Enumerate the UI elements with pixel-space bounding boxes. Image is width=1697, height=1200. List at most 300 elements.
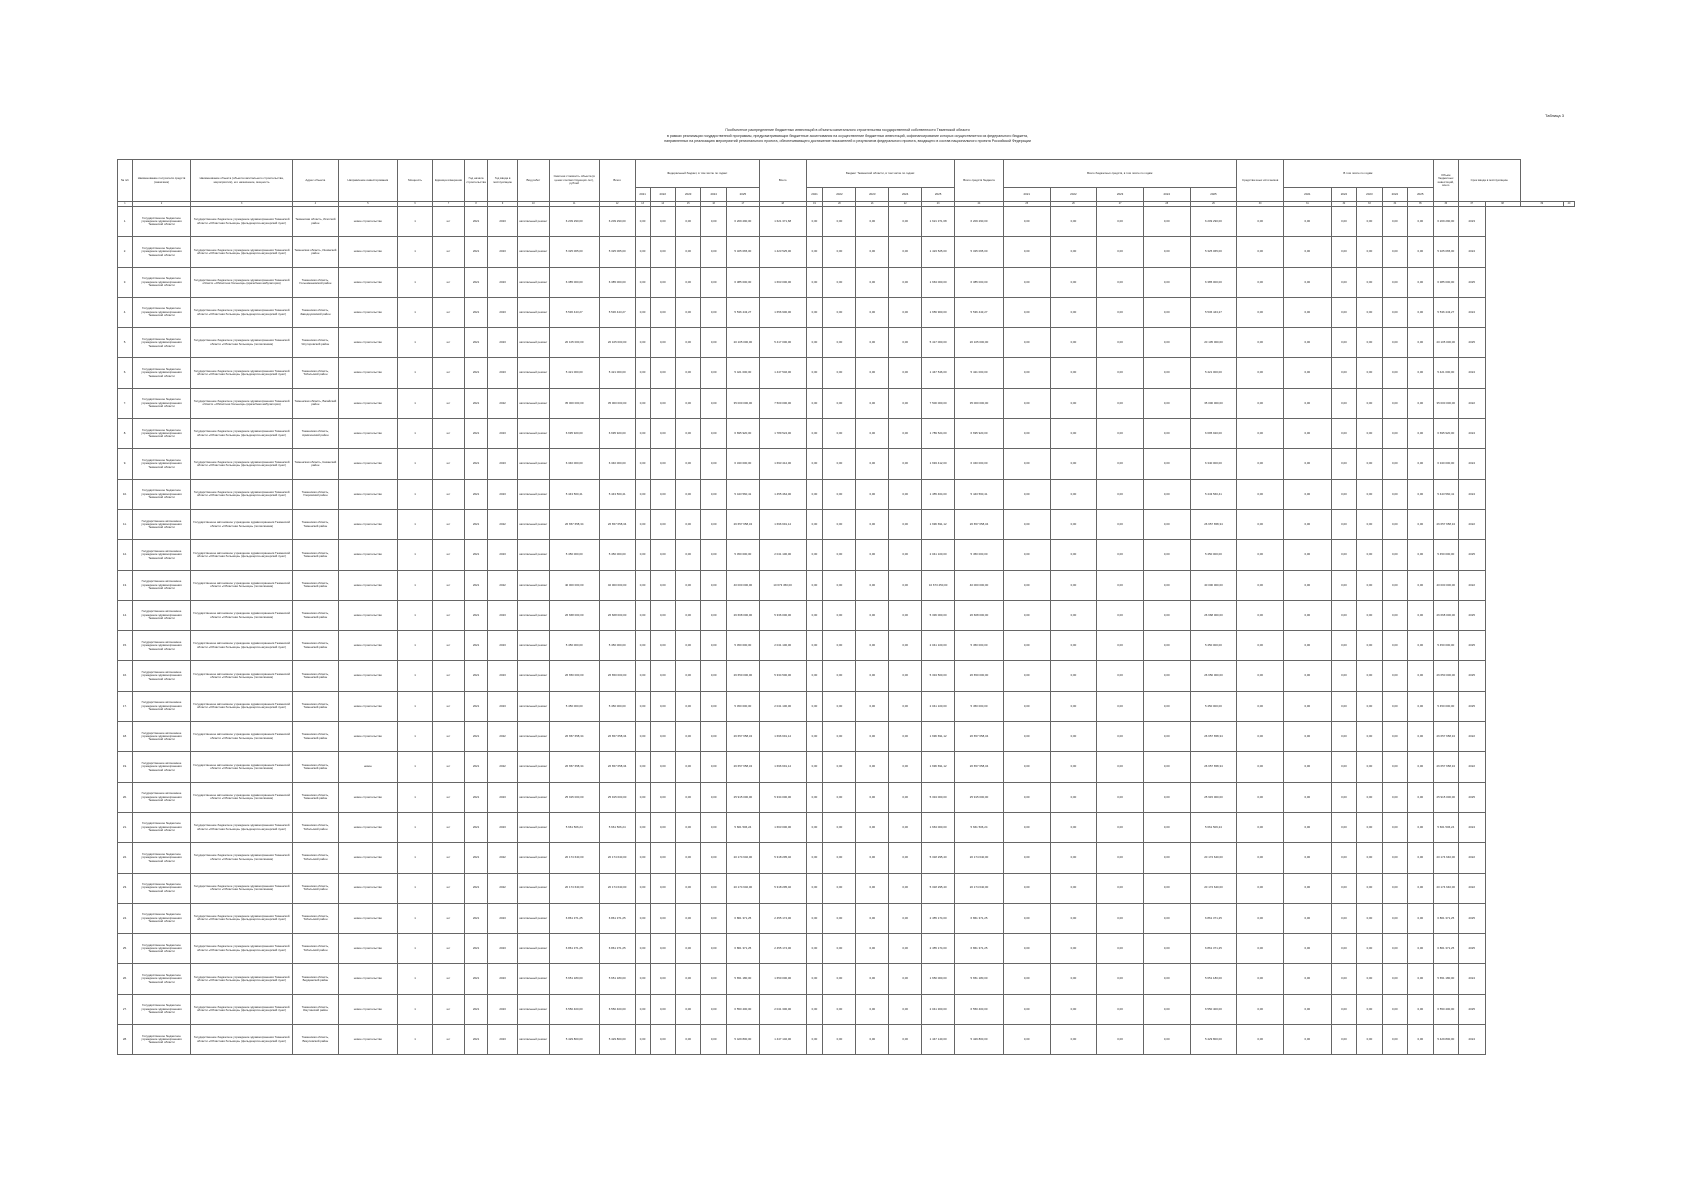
- cell-est: 35 000 000,00: [549, 388, 599, 418]
- table-row: [118, 540, 1575, 570]
- cell-est: 6 340 000,00: [549, 449, 599, 479]
- cell-zero: 0,00: [1357, 661, 1382, 691]
- cell-start: 2021: [464, 509, 487, 539]
- cell-zero: 0,00: [1382, 388, 1407, 418]
- cell-cap: 1: [398, 903, 433, 933]
- cell-cap: 1: [398, 964, 433, 994]
- cell-zero: 0,00: [1283, 419, 1331, 449]
- cell-zero: 0,00: [650, 237, 675, 267]
- cell-tot: 6 385 000,00: [1433, 267, 1458, 297]
- cell-unit: шт: [433, 661, 465, 691]
- cell-type: капитальный ремонт: [517, 328, 549, 358]
- cell-zero: 0,00: [1382, 812, 1407, 842]
- cell-zero: 0,00: [1003, 449, 1050, 479]
- cell-zero: 0,00: [701, 237, 726, 267]
- cell-zero: 0,00: [1357, 722, 1382, 752]
- cell-zero: 0,00: [1003, 267, 1050, 297]
- cell-zero: 0,00: [1283, 873, 1331, 903]
- cell-zero: 0,00: [701, 843, 726, 873]
- cell-n: 16.: [118, 661, 133, 691]
- cell-ye: 2022: [1459, 843, 1486, 873]
- cell-tot: 6 695 920,00: [955, 419, 1004, 449]
- cell-zero: 0,00: [1003, 419, 1050, 449]
- cell-start: 2021: [464, 994, 487, 1024]
- cell-fed: 20 174 640,00: [726, 843, 759, 873]
- cell-reg: 1 656 900,00: [759, 297, 806, 327]
- cell-zero: 0,00: [1097, 358, 1144, 388]
- cell-zero: 0,00: [675, 297, 700, 327]
- column-number: 7: [433, 202, 465, 207]
- cell-tot: 6 550 400,00: [1433, 994, 1458, 1024]
- cell-zero: 0,00: [1050, 812, 1097, 842]
- cell-reg: 1 693 412,00: [922, 449, 955, 479]
- cell-zero: 0,00: [1003, 994, 1050, 1024]
- table-row: [118, 994, 1575, 1024]
- cell-type: капитальный ремонт: [517, 994, 549, 1024]
- cell-start: 2021: [464, 449, 487, 479]
- cell-zero: 0,00: [1143, 479, 1190, 509]
- cell-n: 6.: [118, 358, 133, 388]
- cell-name: Государственное бюджетное учреждение здравоохранения Тюменской области: [132, 479, 190, 509]
- cell-zero: 0,00: [889, 691, 922, 721]
- cell-dir: новое строительство: [338, 600, 397, 630]
- cell-dir: новое строительство: [338, 873, 397, 903]
- cell-dir: новое строительство: [338, 631, 397, 661]
- column-number: 35: [1408, 202, 1433, 207]
- table-row: [118, 570, 1575, 600]
- cell-zero: 0,00: [806, 934, 823, 964]
- cell-zero: 0,00: [1097, 267, 1144, 297]
- cell-zero: 0,00: [1237, 843, 1284, 873]
- cell-zero: 0,00: [1237, 600, 1284, 630]
- cell-tot: 5 450 000,00: [1433, 631, 1458, 661]
- cell-zero: 0,00: [675, 812, 700, 842]
- cell-zero: 0,00: [856, 691, 889, 721]
- cell-zero: 0,00: [701, 631, 726, 661]
- header-year: 2023: [1357, 188, 1382, 202]
- cell-zero: 0,00: [650, 267, 675, 297]
- cell-unit: шт: [433, 934, 465, 964]
- cell-zero: 0,00: [856, 661, 889, 691]
- cell-object: Государственное автономное учреждение здравоохранения Тюменской области «Областная больница» (поликлиника): [191, 570, 293, 600]
- cell-zero: 0,00: [856, 509, 889, 539]
- cell-zero: 0,00: [1283, 267, 1331, 297]
- cell-cap: 1: [398, 358, 433, 388]
- cell-zero: 0,00: [823, 722, 856, 752]
- cell-n: 3.: [118, 267, 133, 297]
- cell-ye: 2025: [1459, 782, 1486, 812]
- column-number: 10: [517, 202, 549, 207]
- title-line: Пообъектное распределение бюджетных инвестиций в объекты капитального строительства государственной собственности Тюменской области: [725, 128, 970, 132]
- cell-zero: 0,00: [806, 479, 823, 509]
- cell-zero: 0,00: [1097, 812, 1144, 842]
- cell-type: капитальный ремонт: [517, 358, 549, 388]
- cell-ye: 2024: [1459, 812, 1486, 842]
- cell-reg: 1 696 691,12: [922, 722, 955, 752]
- cell-dir: новое строительство: [338, 328, 397, 358]
- cell-address: Тюменская область, Исетский район: [293, 207, 339, 237]
- column-number: 28: [1143, 202, 1190, 207]
- cell-zero: 0,00: [1357, 419, 1382, 449]
- cell-zero: 0,00: [1382, 570, 1407, 600]
- cell-tot: 6 209 290,00: [955, 207, 1004, 237]
- cell-start: 2021: [464, 297, 487, 327]
- cell-start: 2021: [464, 237, 487, 267]
- cell-zero: 0,00: [1143, 661, 1190, 691]
- header-direction: Направление инвестирования: [338, 160, 397, 202]
- cell-n: 21.: [118, 812, 133, 842]
- column-number: 32: [1331, 202, 1356, 207]
- cell-zero: 0,00: [1283, 297, 1331, 327]
- cell-zero: 0,00: [856, 570, 889, 600]
- cell-zero: 0,00: [1003, 479, 1050, 509]
- cell-zero: 0,00: [1143, 691, 1190, 721]
- cell-reg: 5 318 295,40: [759, 873, 806, 903]
- cell-tot: 20 174 640,00: [1433, 843, 1458, 873]
- cell-tot: 35 000 000,00: [955, 388, 1004, 418]
- cell-zero: 0,00: [889, 388, 922, 418]
- cell-tot: 5 443 560,41: [1190, 479, 1237, 509]
- cell-address: Тюменская область, Тюменский район: [293, 661, 339, 691]
- cell-end: 2023: [488, 994, 518, 1024]
- cell-end: 2023: [488, 328, 518, 358]
- header-year: 2023: [856, 188, 889, 202]
- cell-fed: 26 657 658,34: [599, 509, 635, 539]
- cell-zero: 0,00: [1331, 934, 1356, 964]
- cell-zero: 0,00: [823, 328, 856, 358]
- column-number: 27: [1097, 202, 1144, 207]
- cell-zero: 0,00: [635, 873, 650, 903]
- cell-fed: 5 450 000,00: [726, 691, 759, 721]
- cell-est: 26 657 658,34: [549, 509, 599, 539]
- cell-zero: 0,00: [1382, 994, 1407, 1024]
- cell-end: 2023: [488, 600, 518, 630]
- cell-cap: 1: [398, 752, 433, 782]
- cell-zero: 0,00: [675, 237, 700, 267]
- cell-end: 2022: [488, 570, 518, 600]
- cell-zero: 0,00: [1408, 964, 1433, 994]
- cell-tot: 6 385 000,00: [1190, 267, 1237, 297]
- cell-zero: 0,00: [701, 570, 726, 600]
- cell-zero: 0,00: [1003, 1025, 1050, 1055]
- cell-est: 6 209 290,00: [549, 207, 599, 237]
- cell-cap: 1: [398, 419, 433, 449]
- cell-zero: 0,00: [1237, 419, 1284, 449]
- cell-zero: 0,00: [823, 843, 856, 873]
- cell-unit: шт: [433, 479, 465, 509]
- cell-reg: 5 334 500,00: [759, 661, 806, 691]
- header-year: 2024: [701, 188, 726, 202]
- cell-zero: 0,00: [701, 479, 726, 509]
- cell-zero: 0,00: [675, 661, 700, 691]
- cell-zero: 0,00: [1357, 297, 1382, 327]
- cell-zero: 0,00: [650, 691, 675, 721]
- cell-zero: 0,00: [806, 873, 823, 903]
- cell-reg: 1 447 140,00: [759, 1025, 806, 1055]
- cell-zero: 0,00: [650, 903, 675, 933]
- table-row: [118, 843, 1575, 873]
- cell-reg: 1 696 691,12: [922, 752, 955, 782]
- cell-reg: 1 789 524,00: [922, 419, 955, 449]
- cell-zero: 0,00: [1382, 691, 1407, 721]
- cell-zero: 0,00: [1003, 903, 1050, 933]
- cell-name: Государственное автономное учреждение здравоохранения Тюменской области: [132, 540, 190, 570]
- document-title: [120, 128, 1575, 145]
- cell-zero: 0,00: [1382, 964, 1407, 994]
- cell-zero: 0,00: [1050, 843, 1097, 873]
- cell-tot: 20 105 000,00: [1433, 328, 1458, 358]
- cell-start: 2021: [464, 812, 487, 842]
- column-number: 36: [1433, 202, 1458, 207]
- cell-tot: 5 450 000,00: [1190, 631, 1237, 661]
- cell-zero: 0,00: [856, 600, 889, 630]
- cell-zero: 0,00: [1331, 1025, 1356, 1055]
- cell-zero: 0,00: [1283, 509, 1331, 539]
- column-number: 23: [922, 202, 955, 207]
- cell-zero: 0,00: [889, 964, 922, 994]
- header-year: 2025: [726, 188, 759, 202]
- cell-zero: 0,00: [1408, 237, 1433, 267]
- cell-n: 19.: [118, 752, 133, 782]
- cell-fed: 26 650 000,00: [726, 661, 759, 691]
- cell-object: Государственное автономное учреждение здравоохранения Тюменской области «Областная больница» (поликлиника): [191, 661, 293, 691]
- cell-address: Тюменская область, Армизонский район: [293, 419, 339, 449]
- cell-type: капитальный ремонт: [517, 388, 549, 418]
- cell-zero: 0,00: [1331, 873, 1356, 903]
- cell-tot: 5 450 000,00: [1433, 691, 1458, 721]
- header-year: 2022: [1331, 188, 1356, 202]
- cell-n: 10.: [118, 479, 133, 509]
- cell-zero: 0,00: [675, 722, 700, 752]
- cell-tot: 35 000 000,00: [1433, 388, 1458, 418]
- cell-fed: 5 421 000,00: [726, 358, 759, 388]
- header-power: Мощность: [398, 160, 433, 202]
- cell-zero: 0,00: [1237, 631, 1284, 661]
- cell-zero: 0,00: [1237, 540, 1284, 570]
- cell-zero: 0,00: [701, 267, 726, 297]
- cell-fed: 6 861 371,25: [726, 934, 759, 964]
- cell-type: капитальный ремонт: [517, 479, 549, 509]
- cell-unit: шт: [433, 782, 465, 812]
- cell-zero: 0,00: [675, 1025, 700, 1055]
- header-fed-budget: Федеральный бюджет, в том числе по годам:: [635, 160, 759, 188]
- cell-object: Государственное автономное учреждение здравоохранения Тюменской области «Областная больница» (поликлиника): [191, 600, 293, 630]
- cell-object: Государственное бюджетное учреждение здравоохранения Тюменской области «Областная больница» (фельдшерско-акушерский пункт): [191, 358, 293, 388]
- cell-zero: 0,00: [1357, 267, 1382, 297]
- cell-zero: 0,00: [701, 873, 726, 903]
- cell-fed: 26 657 658,34: [726, 509, 759, 539]
- cell-zero: 0,00: [1357, 903, 1382, 933]
- cell-zero: 0,00: [856, 1025, 889, 1055]
- cell-zero: 0,00: [806, 600, 823, 630]
- column-number: 11: [549, 202, 599, 207]
- cell-zero: 0,00: [889, 267, 922, 297]
- cell-zero: 0,00: [1331, 600, 1356, 630]
- cell-zero: 0,00: [701, 812, 726, 842]
- cell-zero: 0,00: [650, 964, 675, 994]
- cell-zero: 0,00: [1143, 752, 1190, 782]
- cell-zero: 0,00: [889, 843, 922, 873]
- cell-zero: 0,00: [635, 994, 650, 1024]
- cell-reg: 1 663 000,00: [759, 267, 806, 297]
- cell-tot: 5 651 180,00: [955, 964, 1004, 994]
- header-year: 2023: [675, 188, 700, 202]
- cell-fed: 5 536 443,27: [726, 297, 759, 327]
- cell-reg: 5 334 500,00: [922, 661, 955, 691]
- cell-est: 25 915 000,00: [549, 782, 599, 812]
- cell-zero: 0,00: [1003, 237, 1050, 267]
- cell-zero: 0,00: [1382, 449, 1407, 479]
- cell-zero: 0,00: [635, 691, 650, 721]
- cell-tot: 26 668 000,00: [1433, 600, 1458, 630]
- cell-address: Тюменская область, Заводоуковский район: [293, 297, 339, 327]
- cell-tot: 6 861 371,25: [955, 903, 1004, 933]
- cell-zero: 0,00: [1003, 328, 1050, 358]
- cell-cap: 1: [398, 843, 433, 873]
- cell-zero: 0,00: [1143, 873, 1190, 903]
- cell-n: 4.: [118, 297, 133, 327]
- cell-zero: 0,00: [1003, 540, 1050, 570]
- cell-zero: 0,00: [675, 419, 700, 449]
- cell-zero: 0,00: [1283, 903, 1331, 933]
- cell-zero: 0,00: [1097, 691, 1144, 721]
- cell-zero: 0,00: [1408, 449, 1433, 479]
- cell-ye: 2025: [1459, 691, 1486, 721]
- cell-zero: 0,00: [1382, 934, 1407, 964]
- cell-zero: 0,00: [889, 600, 922, 630]
- cell-zero: 0,00: [1357, 207, 1382, 237]
- cell-zero: 0,00: [1357, 449, 1382, 479]
- header-fed-total: Всего: [599, 160, 635, 202]
- cell-zero: 0,00: [635, 600, 650, 630]
- header-estimate: Сметная стоимость объекта (в ценах соответствующих лет), рублей: [549, 160, 599, 202]
- cell-zero: 0,00: [889, 328, 922, 358]
- column-number: 1: [118, 202, 133, 207]
- cell-start: 2021: [464, 540, 487, 570]
- cell-est: 5 325 065,00: [549, 237, 599, 267]
- cell-tot: 25 915 000,00: [1190, 782, 1237, 812]
- cell-tot: 5 443 560,41: [955, 479, 1004, 509]
- cell-est: 6 861 371,25: [549, 903, 599, 933]
- cell-name: Государственное бюджетное учреждение здравоохранения Тюменской области: [132, 267, 190, 297]
- cell-zero: 0,00: [806, 570, 823, 600]
- cell-name: Государственное бюджетное учреждение здравоохранения Тюменской области: [132, 1025, 190, 1055]
- cell-fed: 5 429 800,00: [726, 1025, 759, 1055]
- cell-zero: 0,00: [806, 358, 823, 388]
- cell-reg: 1 789 524,00: [759, 419, 806, 449]
- cell-tot: 35 000 000,00: [1190, 388, 1237, 418]
- cell-reg: 2 041 100,00: [759, 540, 806, 570]
- cell-zero: 0,00: [675, 600, 700, 630]
- cell-zero: 0,00: [1408, 297, 1433, 327]
- cell-zero: 0,00: [635, 328, 650, 358]
- cell-n: 23.: [118, 873, 133, 903]
- cell-n: 5.: [118, 328, 133, 358]
- cell-zero: 0,00: [701, 903, 726, 933]
- cell-reg: 5 318 295,40: [922, 873, 955, 903]
- cell-zero: 0,00: [1097, 570, 1144, 600]
- cell-cap: 1: [398, 540, 433, 570]
- cell-reg: 10 673 450,00: [759, 570, 806, 600]
- cell-zero: 0,00: [1097, 600, 1144, 630]
- table-row: [118, 722, 1575, 752]
- cell-fed: 6 695 920,00: [599, 419, 635, 449]
- cell-cap: 1: [398, 328, 433, 358]
- cell-tot: 5 661 506,24: [955, 812, 1004, 842]
- table-row: [118, 388, 1575, 418]
- header-type: Вид работ: [517, 160, 549, 202]
- cell-zero: 0,00: [823, 237, 856, 267]
- cell-tot: 26 668 000,00: [1190, 600, 1237, 630]
- cell-tot: 5 429 800,00: [1190, 1025, 1237, 1055]
- cell-cap: 1: [398, 812, 433, 842]
- cell-ye: 2024: [1459, 237, 1486, 267]
- cell-zero: 0,00: [1408, 388, 1433, 418]
- cell-zero: 0,00: [1097, 631, 1144, 661]
- cell-tot: 5 651 180,00: [1190, 964, 1237, 994]
- cell-reg: 2 455 174,00: [759, 934, 806, 964]
- cell-address: Тюменская область, Тюменский район: [293, 782, 339, 812]
- cell-zero: 0,00: [1143, 782, 1190, 812]
- cell-zero: 0,00: [650, 328, 675, 358]
- cell-fed: 20 174 640,00: [599, 843, 635, 873]
- cell-zero: 0,00: [1143, 964, 1190, 994]
- cell-fed: 20 105 000,00: [726, 328, 759, 358]
- cell-fed: 26 657 658,34: [599, 752, 635, 782]
- cell-zero: 0,00: [675, 994, 700, 1024]
- cell-zero: 0,00: [1331, 691, 1356, 721]
- cell-end: 2023: [488, 449, 518, 479]
- cell-zero: 0,00: [675, 540, 700, 570]
- cell-zero: 0,00: [1050, 722, 1097, 752]
- cell-zero: 0,00: [1382, 782, 1407, 812]
- cell-address: Тюменская область, Упоровский район: [293, 479, 339, 509]
- header-year: 2022: [1050, 188, 1097, 202]
- cell-est: 20 174 640,00: [549, 843, 599, 873]
- cell-fed: 40 000 000,00: [726, 570, 759, 600]
- cell-zero: 0,00: [856, 903, 889, 933]
- cell-est: 5 661 506,24: [549, 812, 599, 842]
- cell-type: капитальный ремонт: [517, 419, 549, 449]
- cell-zero: 0,00: [889, 631, 922, 661]
- cell-fed: 20 174 640,00: [599, 873, 635, 903]
- cell-zero: 0,00: [889, 752, 922, 782]
- cell-zero: 0,00: [1237, 903, 1284, 933]
- cell-zero: 0,00: [806, 631, 823, 661]
- cell-zero: 0,00: [701, 449, 726, 479]
- column-number: 40: [1564, 202, 1575, 207]
- cell-cap: 1: [398, 934, 433, 964]
- cell-tot: 26 657 658,34: [1433, 752, 1458, 782]
- cell-zero: 0,00: [1331, 782, 1356, 812]
- cell-zero: 0,00: [806, 419, 823, 449]
- cell-dir: новое строительство: [338, 843, 397, 873]
- cell-zero: 0,00: [806, 540, 823, 570]
- cell-zero: 0,00: [650, 419, 675, 449]
- cell-end: 2023: [488, 419, 518, 449]
- cell-zero: 0,00: [1050, 237, 1097, 267]
- cell-n: 20.: [118, 782, 133, 812]
- cell-object: Государственное бюджетное учреждение здравоохранения Тюменской области «Областная больница» (фельдшерско-акушерский пункт): [191, 934, 293, 964]
- cell-zero: 0,00: [823, 600, 856, 630]
- cell-zero: 0,00: [806, 237, 823, 267]
- column-number: 25: [1003, 202, 1050, 207]
- cell-start: 2021: [464, 873, 487, 903]
- cell-zero: 0,00: [806, 752, 823, 782]
- cell-zero: 0,00: [1143, 267, 1190, 297]
- cell-unit: шт: [433, 964, 465, 994]
- cell-zero: 0,00: [856, 479, 889, 509]
